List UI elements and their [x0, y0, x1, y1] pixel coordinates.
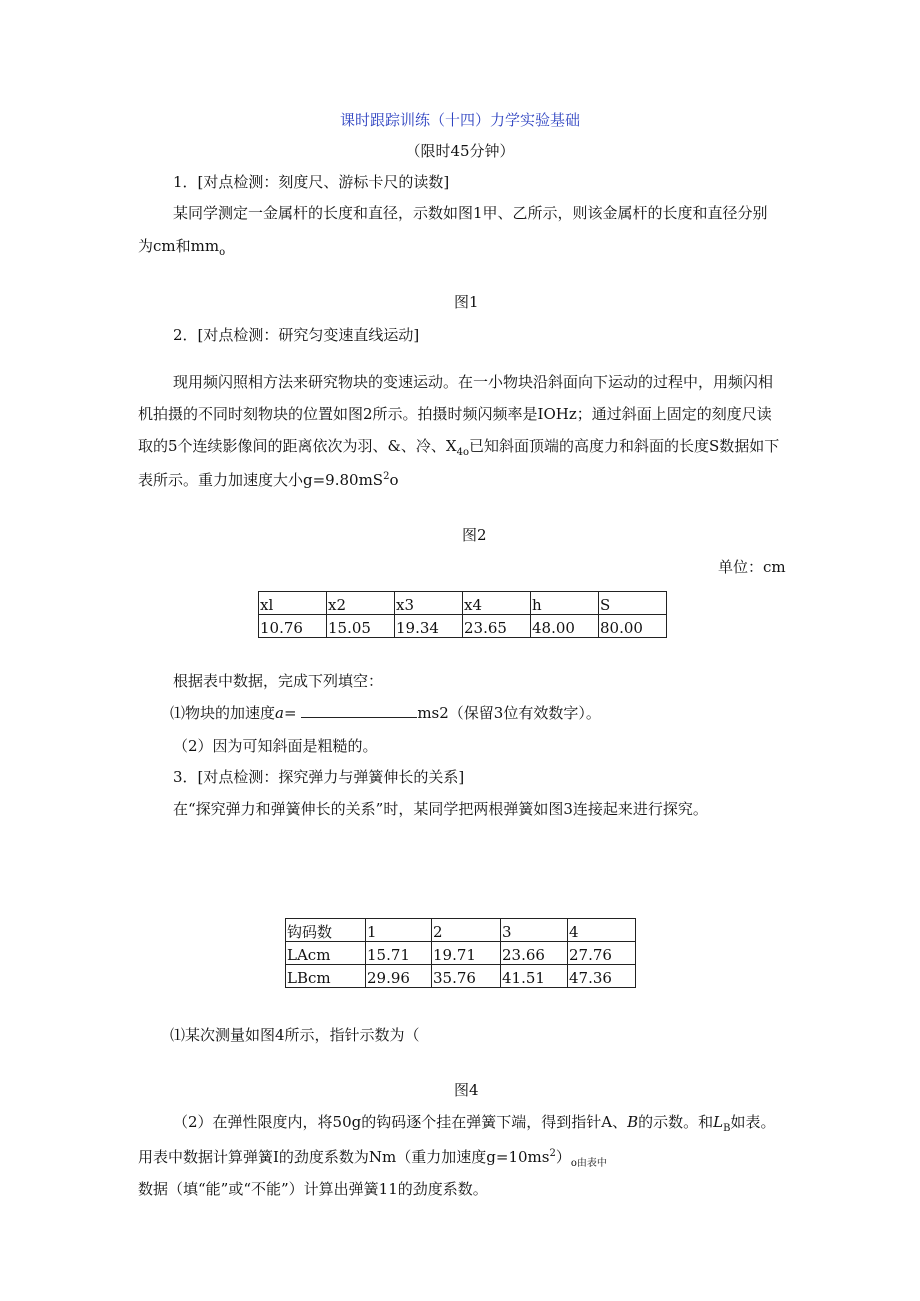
figure-2-caption: 图2 [462, 526, 487, 544]
q3-line1: 在“探究弹力和弹簧伸长的关系”时，某同学把两根弹簧如图3连接起来进行探究。 [173, 800, 708, 818]
q2-sub1-b: ms2（保留3位有效数字）。 [417, 704, 601, 722]
q1-line2-text: 为cm和mm [138, 237, 220, 255]
unit-label: 单位：cm [718, 558, 786, 576]
acceleration-blank[interactable] [301, 703, 417, 718]
table-header-cell: h [531, 592, 599, 615]
table-cell: 19.34 [395, 615, 463, 638]
q2-line4-b: o [389, 471, 399, 489]
table-cell: 19.71 [432, 942, 501, 965]
q3-sub2-a: （2）在弹性限度内，将50g的钩码逐个挂在弹簧下端，得到指针A、 [173, 1113, 628, 1131]
table-row [286, 942, 636, 965]
q1-line2 [138, 236, 225, 263]
table-cell: 10.76 [259, 615, 327, 638]
table-cell: 23.65 [463, 615, 531, 638]
table-row [286, 965, 636, 988]
table-cell: 3 [501, 919, 568, 942]
table-cell: 15.71 [366, 942, 432, 965]
table-cell: 48.00 [531, 615, 599, 638]
q2-sub1-var: a= [275, 704, 297, 722]
q2-line3-b: 已知斜面顶端的高度力和斜面的长度S数据如下 [468, 437, 780, 455]
figure-4-caption: 图4 [454, 1081, 479, 1099]
table-cell: LAcm [286, 942, 366, 965]
q3-line3: 数据（填“能”或“不能”）计算出弹簧11的劲度系数。 [138, 1180, 488, 1198]
table-row [259, 592, 667, 615]
table-cell: 47.36 [568, 965, 636, 988]
table-cell: 15.05 [327, 615, 395, 638]
q3-sub2-var2: L [713, 1113, 724, 1131]
q2-heading: 2．[对点检测：研究匀变速直线运动] [173, 326, 420, 344]
table-header-cell: x4 [463, 592, 531, 615]
table-row [259, 615, 667, 638]
table-header-cell: S [599, 592, 667, 615]
q2-line3 [138, 436, 779, 463]
q1-heading: 1．[对点检测：刻度尺、游标卡尺的读数] [173, 173, 450, 191]
q2-sub1 [170, 703, 601, 723]
table-cell: 27.76 [568, 942, 636, 965]
figure-1-caption: 图1 [454, 293, 479, 311]
q3-sub2-sub: B [723, 1123, 731, 1134]
q2-line2: 机拍摄的不同时刻物块的位置如图2所示。拍摄时频闪频率是IOHz；通过斜面上固定的刻度尺读 [138, 405, 772, 423]
spring-table [285, 918, 636, 988]
table-row [286, 919, 636, 942]
q3-line2-sup: 2 [549, 1148, 556, 1159]
table-cell: 23.66 [501, 942, 568, 965]
table-cell: 钩码数 [286, 919, 366, 942]
q2-line3-a: 取的5个连续影像间的距离依次为羽、&、冷、X [138, 437, 457, 455]
q3-sub2 [173, 1112, 775, 1139]
q3-line2-b: ） [555, 1148, 571, 1166]
q3-sub2-var: B [627, 1113, 639, 1131]
table-cell: 1 [366, 919, 432, 942]
page-title: 课时跟踪训练（十四）力学实验基础 [339, 111, 580, 129]
table-header-cell: xl [259, 592, 327, 615]
q3-sub2-b: 的示数。和 [638, 1113, 714, 1131]
table-cell: 80.00 [599, 615, 667, 638]
table-cell: 2 [432, 919, 501, 942]
table-cell: 35.76 [432, 965, 501, 988]
q3-line2-sub: o由表中 [570, 1158, 607, 1169]
q3-sub1: ⑴某次测量如图4所示，指针示数为（ [170, 1026, 420, 1044]
q3-line2-a: 用表中数据计算弹簧I的劲度系数为Nm（重力加速度g=10ms [138, 1148, 550, 1166]
q2-line4 [138, 467, 398, 490]
table-cell: 41.51 [501, 965, 568, 988]
time-limit: （限时45分钟） [405, 142, 515, 160]
table-cell: LBcm [286, 965, 366, 988]
q2-sub1-a: ⑴物块的加速度 [170, 704, 276, 722]
q1-line1: 某同学测定一金属杆的长度和直径，示数如图1甲、乙所示，则该金属杆的长度和直径分别 [173, 204, 768, 222]
measurement-table [258, 591, 667, 638]
q2-sub2: （2）因为可知斜面是粗糙的。 [173, 737, 378, 755]
q2-instruction: 根据表中数据，完成下列填空： [173, 672, 384, 690]
q3-line2 [138, 1144, 607, 1174]
table-cell: 29.96 [366, 965, 432, 988]
q3-heading: 3．[对点检测：探究弹力与弹簧伸长的关系] [173, 768, 465, 786]
q3-sub2-c: 如表。 [730, 1113, 776, 1131]
table-header-cell: x3 [395, 592, 463, 615]
q1-line2-sub: o [219, 247, 226, 258]
q2-line4-sup: 2 [383, 471, 390, 482]
q2-line1: 现用频闪照相方法来研究物块的变速运动。在一小物块沿斜面向下运动的过程中，用频闪相 [173, 373, 774, 391]
q2-line3-sub: 4o [456, 447, 469, 458]
table-header-cell: x2 [327, 592, 395, 615]
q2-line4-a: 表所示。重力加速度大小g=9.80mS [138, 471, 384, 489]
table-cell: 4 [568, 919, 636, 942]
